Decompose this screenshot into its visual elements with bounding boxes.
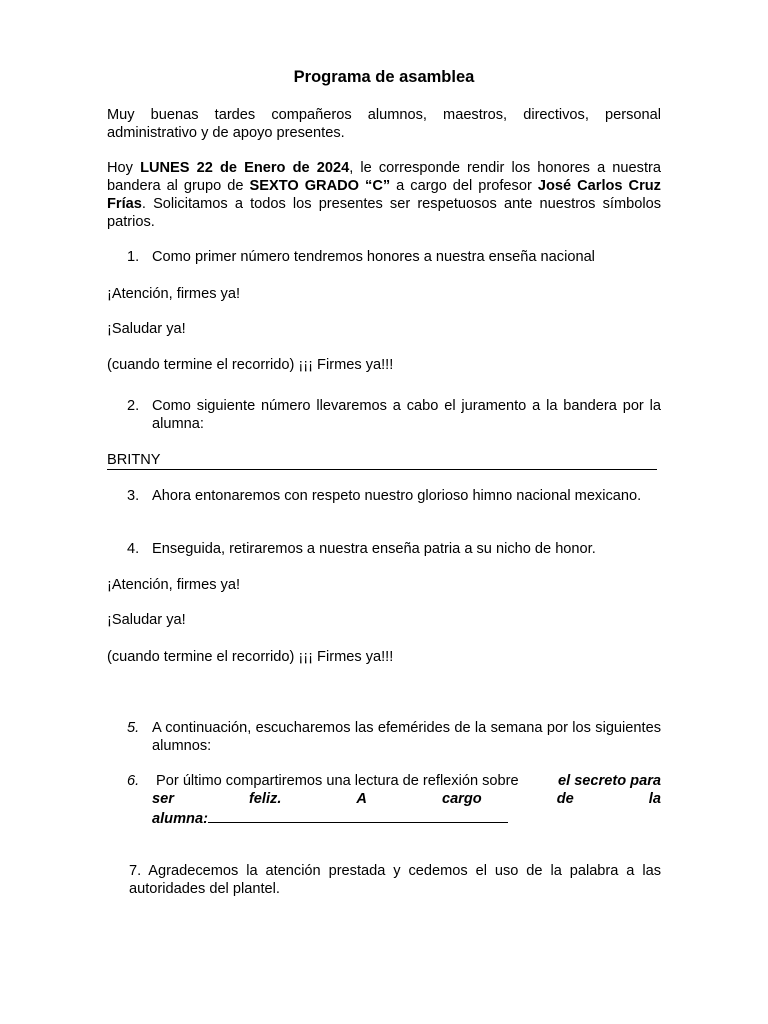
list-item-6-line-2 — [152, 790, 661, 808]
list-item-6-blank-line — [208, 808, 508, 823]
intro-group: SEXTO GRADO “C” — [249, 178, 391, 194]
intro-text-3: a cargo del profesor — [390, 178, 538, 194]
list-item-6-text: Por último compartiremos una lectura de reflexión sobre — [152, 773, 523, 789]
student-name-line — [107, 451, 657, 470]
list-item-1-text: Como primer número tendremos honores a nuestra enseña nacional — [152, 249, 595, 265]
list-item-6-word: cargo — [441, 791, 482, 807]
intro-date: LUNES 22 de Enero de 2024 — [140, 160, 350, 176]
list-item-6-word: A — [356, 791, 367, 807]
list-item-6-body — [152, 772, 661, 828]
list-item-6-word: ser — [152, 791, 174, 807]
list-item-3-text: Ahora entonaremos con respeto nuestro glorioso himno nacional mexicano. — [152, 488, 642, 504]
list-item-1-number: 1. — [127, 249, 140, 265]
list-item-7-text: 7. Agradecemos la atención prestada y cedemos el uso de la palabra a las autoridades del plantel. — [129, 863, 661, 897]
list-item-2-number: 2. — [127, 398, 140, 414]
list-item-3-number: 3. — [127, 488, 140, 504]
command-end-2: (cuando termine el recorrido) ¡¡¡ Firmes ya!!! — [107, 649, 394, 665]
list-item-6-line-1 — [152, 772, 661, 790]
greeting-paragraph: Muy buenas tardes compañeros alumnos, maestros, directivos, personal administrativo y de apoyo presentes. — [107, 107, 661, 141]
list-item-6-topic: el secreto para — [557, 773, 661, 789]
intro-paragraph — [107, 159, 661, 231]
command-attention-1: ¡Atención, firmes ya! — [107, 286, 241, 302]
command-salute-1: ¡Saludar ya! — [107, 321, 186, 337]
list-item-6-word: feliz. — [248, 791, 282, 807]
list-item-6-word: la — [648, 791, 661, 807]
list-item-6-number: 6. — [127, 773, 140, 789]
list-item-6-line-3 — [152, 808, 661, 828]
student-name-underline — [107, 452, 657, 470]
command-attention-2: ¡Atención, firmes ya! — [107, 577, 241, 593]
page-title: Programa de asamblea — [293, 68, 475, 86]
list-item-4-number: 4. — [127, 541, 140, 557]
list-item-2-text: Como siguiente número llevaremos a cabo el juramento a la bandera por la alumna: — [152, 398, 661, 432]
list-item-5-number: 5. — [127, 720, 140, 736]
command-end-1: (cuando termine el recorrido) ¡¡¡ Firmes ya!!! — [107, 357, 394, 373]
intro-text-1: Hoy — [107, 160, 141, 176]
list-item-6-word: de — [556, 791, 574, 807]
list-item-4-text: Enseguida, retiraremos a nuestra enseña patria a su nicho de honor. — [152, 541, 596, 557]
intro-text-2: , le corresponde rendir los honores a nuestra bandera al grupo de — [107, 160, 661, 194]
student-name: BRITNY — [107, 452, 161, 468]
list-item-6-student-label: alumna: — [152, 811, 208, 827]
intro-text-4: . Solicitamos a todos los presentes ser respetuosos ante nuestros símbolos patrios. — [107, 196, 661, 230]
intro-teacher: José Carlos Cruz Frías — [107, 178, 661, 212]
list-item-5-text: A continuación, escucharemos las efemérides de la semana por los siguientes alumnos: — [152, 720, 661, 754]
command-salute-2: ¡Saludar ya! — [107, 612, 186, 628]
